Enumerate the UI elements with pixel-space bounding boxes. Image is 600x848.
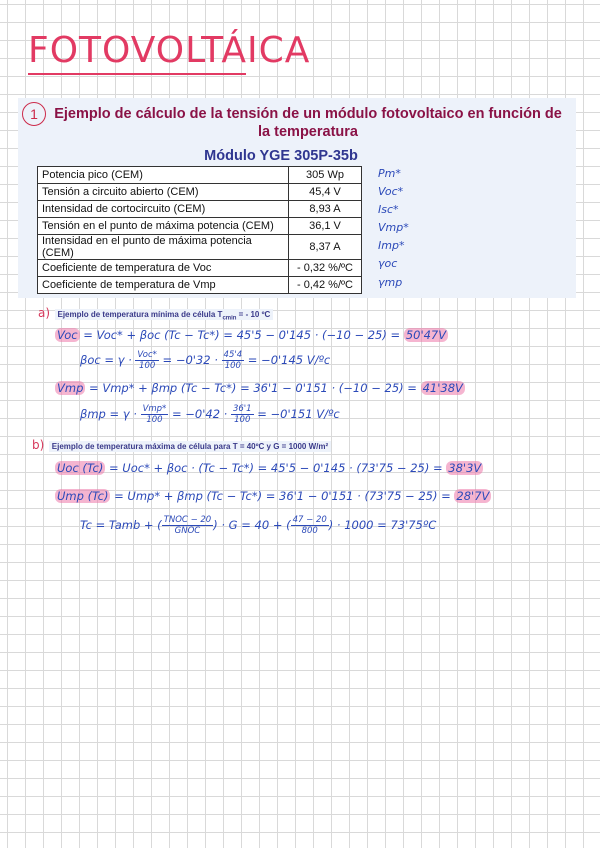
param-cell: Potencia pico (CEM) <box>38 167 289 184</box>
eq-mid: = −0'42 · <box>168 407 231 421</box>
fraction-num: 45'4 <box>223 350 243 360</box>
eq-body: = Uoc* + βoc · (Tc − Tc*) = 45'5 − 0'145 · (73'75 − 25) = <box>105 461 447 475</box>
example-heading: Ejemplo de cálculo de la tensión de un módulo fotovoltaico en función de la temperatura <box>54 106 562 140</box>
module-title: Módulo YGE 305P-35b <box>204 148 358 164</box>
param-cell: Coeficiente de temperatura de Vmp <box>38 277 289 294</box>
table-row <box>38 167 362 184</box>
title-underline <box>28 73 246 75</box>
page-title: FOTOVOLTÁICA <box>28 30 311 71</box>
section-a-heading-tail: = - 10 ºC <box>236 310 271 319</box>
value-cell: - 0,32 %/ºC <box>289 260 362 277</box>
table-row <box>38 277 362 294</box>
equation-beta-mp <box>80 404 340 425</box>
fraction-num: Vmp* <box>142 404 167 414</box>
eq-body: = Voc* + βoc (Tc − Tc*) = 45'5 − 0'145 · (−10 − 25) = <box>79 328 404 342</box>
symbol-label: Imp* <box>378 239 405 252</box>
fraction <box>222 350 245 371</box>
equation-voc <box>55 328 448 342</box>
eq-mid: ) · G = 40 + ( <box>213 518 291 532</box>
fraction-den: GNOC <box>174 526 201 536</box>
eq-result: 50'47V <box>405 328 447 342</box>
equation-tc <box>80 515 436 536</box>
section-a-header <box>38 304 273 322</box>
fraction <box>162 515 214 536</box>
eq-start: Tc = Tamb + ( <box>80 518 162 532</box>
eq-mid: = −0'32 · <box>158 353 222 367</box>
symbol-label: Vmp* <box>378 221 409 234</box>
section-a-heading-text: Ejemplo de temperatura mínima de célula T <box>57 310 223 319</box>
param-cell: Coeficiente de temperatura de Voc <box>38 260 289 277</box>
value-cell: 8,93 A <box>289 201 362 218</box>
fraction <box>135 350 158 371</box>
symbol-label: Voc* <box>378 185 404 198</box>
eq-end: = −0'151 V/ºc <box>253 407 340 421</box>
eq-lhs: Voc <box>57 328 78 342</box>
equation-ump <box>55 489 491 503</box>
value-cell: 36,1 V <box>289 218 362 235</box>
fraction-num: Voc* <box>137 350 157 360</box>
section-b-marker: b) <box>32 438 45 452</box>
eq-lhs: Ump (Tc) <box>57 489 109 503</box>
fraction <box>141 404 169 425</box>
symbol-label: γoc <box>378 257 398 270</box>
eq-result: 38'3V <box>448 461 482 475</box>
param-cell: Tensión en el punto de máxima potencia (CEM) <box>38 218 289 235</box>
section-a-heading-sub: cmin <box>222 315 237 322</box>
eq-body: = Ump* + βmp (Tc − Tc*) = 36'1 − 0'151 · (73'75 − 25) = <box>110 489 455 503</box>
symbol-label: Isc* <box>378 203 399 216</box>
fraction-den: 100 <box>224 361 241 371</box>
eq-result: 28'7V <box>456 489 490 503</box>
equation-vmp <box>55 381 465 395</box>
fraction <box>231 404 254 425</box>
param-cell: Intensidad de cortocircuito (CEM) <box>38 201 289 218</box>
fraction-den: 100 <box>146 415 163 425</box>
param-cell: Tensión a circuito abierto (CEM) <box>38 184 289 201</box>
equation-beta-oc <box>80 350 330 371</box>
param-cell: Intensidad en el punto de máxima potencia (CEM) <box>38 235 289 260</box>
value-cell: - 0,42 %/ºC <box>289 277 362 294</box>
fraction-num: TNOC − 20 <box>163 515 212 525</box>
eq-body: = Vmp* + βmp (Tc − Tc*) = 36'1 − 0'151 · (−10 − 25) = <box>85 381 421 395</box>
fraction-num: 47 − 20 <box>292 515 327 525</box>
eq-lhs: Uoc (Tc) <box>57 461 104 475</box>
fraction-den: 100 <box>139 361 156 371</box>
fraction-den: 800 <box>301 526 318 536</box>
table-row <box>38 260 362 277</box>
section-a-marker: a) <box>38 306 51 320</box>
symbol-label: Pm* <box>378 167 401 180</box>
eq-result: 41'38V <box>422 381 463 395</box>
equation-uoc <box>55 461 483 475</box>
section-b-header <box>32 436 331 454</box>
value-cell: 305 Wp <box>289 167 362 184</box>
example-number: 1 <box>22 102 46 126</box>
fraction-num: 36'1 <box>232 404 252 414</box>
fraction-den: 100 <box>234 415 251 425</box>
fraction <box>291 515 329 536</box>
eq-end: ) · 1000 = 73'75ºC <box>328 518 437 532</box>
eq-lhs: βoc = γ · <box>80 353 136 367</box>
table-row <box>38 184 362 201</box>
section-a-heading <box>55 309 274 320</box>
eq-lhs: βmp = γ · <box>80 407 141 421</box>
table-row <box>38 201 362 218</box>
table-row <box>38 218 362 235</box>
section-b-heading: Ejemplo de temperatura máxima de célula para T = 40ºC y G = 1000 W/m² <box>49 441 331 452</box>
table-row <box>38 235 362 260</box>
symbol-label: γmp <box>378 276 403 289</box>
value-cell: 45,4 V <box>289 184 362 201</box>
spec-table <box>37 166 362 294</box>
eq-end: = −0'145 V/ºc <box>244 353 331 367</box>
value-cell: 8,37 A <box>289 235 362 260</box>
eq-lhs: Vmp <box>57 381 84 395</box>
